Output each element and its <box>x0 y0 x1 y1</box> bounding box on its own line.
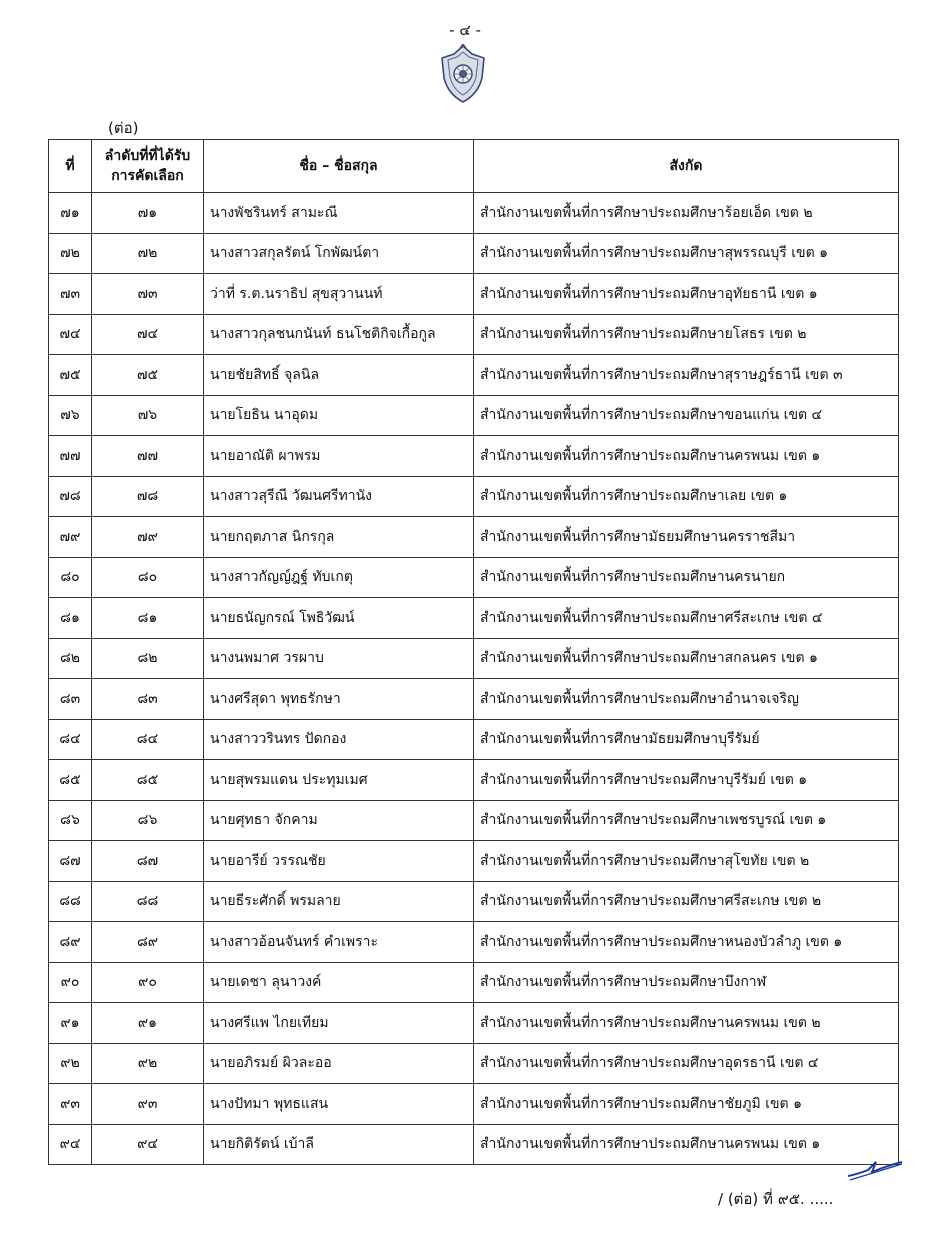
row-org-cell: สำนักงานเขตพื้นที่การศึกษามัธยมศึกษานครราชสีมา <box>474 517 899 558</box>
row-name-cell: นายกิติรัตน์ เบ้าลี <box>204 1124 474 1165</box>
row-rank-cell: ๙๐ <box>92 962 204 1003</box>
row-name-cell: นายธนัญกรณ์ โพธิวัฒน์ <box>204 598 474 639</box>
row-rank-cell: ๗๓ <box>92 274 204 315</box>
table-row <box>49 679 899 720</box>
row-rank-cell: ๗๑ <box>92 193 204 234</box>
header-rank-line1: ลำดับที่ที่ได้รับ <box>104 148 191 164</box>
row-org-cell: สำนักงานเขตพื้นที่การศึกษาประถมศึกษาสุโขทัย เขต ๒ <box>474 841 899 882</box>
row-number-cell: ๙๐ <box>49 962 92 1003</box>
row-rank-cell: ๘๑ <box>92 598 204 639</box>
row-number-cell: ๘๒ <box>49 638 92 679</box>
row-rank-cell: ๘๙ <box>92 922 204 963</box>
row-org-cell: สำนักงานเขตพื้นที่การศึกษาประถมศึกษาร้อยเอ็ด เขต ๒ <box>474 193 899 234</box>
row-number-cell: ๙๑ <box>49 1003 92 1044</box>
table-row <box>49 233 899 274</box>
row-name-cell: นางสาววรินทร ปัดกอง <box>204 719 474 760</box>
row-org-cell: สำนักงานเขตพื้นที่การศึกษาประถมศึกษาชัยภูมิ เขต ๑ <box>474 1084 899 1125</box>
row-name-cell: นางศรีสุดา พุทธรักษา <box>204 679 474 720</box>
row-number-cell: ๗๔ <box>49 314 92 355</box>
row-rank-cell: ๗๖ <box>92 395 204 436</box>
row-rank-cell: ๗๔ <box>92 314 204 355</box>
row-number-cell: ๘๖ <box>49 800 92 841</box>
row-org-cell: สำนักงานเขตพื้นที่การศึกษาประถมศึกษาบึงกาฬ <box>474 962 899 1003</box>
row-rank-cell: ๘๘ <box>92 881 204 922</box>
row-name-cell: นายชัยสิทธิ์ จุลนิล <box>204 355 474 396</box>
table-row <box>49 476 899 517</box>
table-row <box>49 517 899 558</box>
header-rank-line2: การคัดเลือก <box>111 168 184 184</box>
row-name-cell: นางสาวสกุลรัตน์ โกพัฒน์ตา <box>204 233 474 274</box>
row-name-cell: นางสาวอ้อนจันทร์ คำเพราะ <box>204 922 474 963</box>
table-row <box>49 436 899 477</box>
row-rank-cell: ๘๐ <box>92 557 204 598</box>
row-name-cell: นายโยธิน นาอุดม <box>204 395 474 436</box>
selection-results-table <box>48 139 899 1165</box>
table-row <box>49 193 899 234</box>
table-row <box>49 395 899 436</box>
row-number-cell: ๙๓ <box>49 1084 92 1125</box>
row-name-cell: นายศุทธา จักคาม <box>204 800 474 841</box>
row-org-cell: สำนักงานเขตพื้นที่การศึกษาประถมศึกษาศรีสะเกษ เขต ๔ <box>474 598 899 639</box>
row-number-cell: ๙๒ <box>49 1043 92 1084</box>
row-name-cell: นายธีระศักดิ์ พรมลาย <box>204 881 474 922</box>
row-name-cell: นายอารีย์ วรรณชัย <box>204 841 474 882</box>
row-rank-cell: ๘๓ <box>92 679 204 720</box>
row-number-cell: ๗๗ <box>49 436 92 477</box>
row-number-cell: ๗๓ <box>49 274 92 315</box>
row-rank-cell: ๗๒ <box>92 233 204 274</box>
row-number-cell: ๘๕ <box>49 760 92 801</box>
table-row <box>49 1003 899 1044</box>
row-rank-cell: ๘๕ <box>92 760 204 801</box>
header-org: สังกัด <box>474 140 899 193</box>
row-rank-cell: ๘๔ <box>92 719 204 760</box>
row-org-cell: สำนักงานเขตพื้นที่การศึกษาประถมศึกษานครพนม เขต ๑ <box>474 1124 899 1165</box>
table-header-row <box>49 140 899 193</box>
row-rank-cell: ๘๖ <box>92 800 204 841</box>
row-org-cell: สำนักงานเขตพื้นที่การศึกษาประถมศึกษาเลย เขต ๑ <box>474 476 899 517</box>
row-number-cell: ๙๔ <box>49 1124 92 1165</box>
row-rank-cell: ๙๒ <box>92 1043 204 1084</box>
row-number-cell: ๘๐ <box>49 557 92 598</box>
row-number-cell: ๗๘ <box>49 476 92 517</box>
row-number-cell: ๗๒ <box>49 233 92 274</box>
page-number: - ๔ - <box>449 21 481 39</box>
row-org-cell: สำนักงานเขตพื้นที่การศึกษาประถมศึกษาสุพรรณบุรี เขต ๑ <box>474 233 899 274</box>
row-name-cell: นายเดชา ลุนาวงค์ <box>204 962 474 1003</box>
row-org-cell: สำนักงานเขตพื้นที่การศึกษาประถมศึกษานครพนม เขต ๑ <box>474 436 899 477</box>
row-org-cell: สำนักงานเขตพื้นที่การศึกษามัธยมศึกษาบุรีรัมย์ <box>474 719 899 760</box>
row-org-cell: สำนักงานเขตพื้นที่การศึกษาประถมศึกษานครนายก <box>474 557 899 598</box>
row-number-cell: ๘๗ <box>49 841 92 882</box>
table-row <box>49 719 899 760</box>
row-number-cell: ๘๘ <box>49 881 92 922</box>
table-row <box>49 638 899 679</box>
header-no: ที่ <box>49 140 92 193</box>
table-row <box>49 841 899 882</box>
row-name-cell: นางปัทมา พุทธแสน <box>204 1084 474 1125</box>
row-name-cell: ว่าที่ ร.ต.นราธิป สุขสุวานนท์ <box>204 274 474 315</box>
table-row <box>49 598 899 639</box>
ministry-emblem-icon <box>438 44 488 104</box>
continued-label: (ต่อ) <box>108 119 139 137</box>
signature-icon <box>846 1156 904 1184</box>
row-number-cell: ๘๑ <box>49 598 92 639</box>
row-name-cell: นางพัชรินทร์ สามะณี <box>204 193 474 234</box>
row-org-cell: สำนักงานเขตพื้นที่การศึกษาประถมศึกษานครพนม เขต ๒ <box>474 1003 899 1044</box>
row-number-cell: ๗๖ <box>49 395 92 436</box>
row-rank-cell: ๘๗ <box>92 841 204 882</box>
row-org-cell: สำนักงานเขตพื้นที่การศึกษาประถมศึกษายโสธร เขต ๒ <box>474 314 899 355</box>
table-row <box>49 355 899 396</box>
row-name-cell: นางสาวกัญญ์ฎฐ์ ทับเกตุ <box>204 557 474 598</box>
row-name-cell: นางสาวกุลชนกนันท์ ธนโชติกิจเกื้อกูล <box>204 314 474 355</box>
table-row <box>49 274 899 315</box>
row-number-cell: ๘๙ <box>49 922 92 963</box>
row-org-cell: สำนักงานเขตพื้นที่การศึกษาประถมศึกษาสุราษฎร์ธานี เขต ๓ <box>474 355 899 396</box>
table-row <box>49 922 899 963</box>
row-org-cell: สำนักงานเขตพื้นที่การศึกษาประถมศึกษาบุรีรัมย์ เขต ๑ <box>474 760 899 801</box>
row-rank-cell: ๗๙ <box>92 517 204 558</box>
table-row <box>49 1084 899 1125</box>
row-rank-cell: ๙๓ <box>92 1084 204 1125</box>
header-name: ชื่อ – ชื่อสกุล <box>204 140 474 193</box>
row-rank-cell: ๗๕ <box>92 355 204 396</box>
row-number-cell: ๘๓ <box>49 679 92 720</box>
row-name-cell: นายกฤตภาส นิกรกุล <box>204 517 474 558</box>
table-row <box>49 557 899 598</box>
row-rank-cell: ๗๘ <box>92 476 204 517</box>
header-rank <box>92 140 204 193</box>
row-name-cell: นายอาณัติ ผาพรม <box>204 436 474 477</box>
row-org-cell: สำนักงานเขตพื้นที่การศึกษาประถมศึกษาอำนาจเจริญ <box>474 679 899 720</box>
table-row <box>49 800 899 841</box>
row-name-cell: นางสาวสุรีณี วัฒนศรีทานัง <box>204 476 474 517</box>
row-name-cell: นางศรีแพ ไกยเทียม <box>204 1003 474 1044</box>
row-rank-cell: ๙๑ <box>92 1003 204 1044</box>
table-row <box>49 1043 899 1084</box>
row-org-cell: สำนักงานเขตพื้นที่การศึกษาประถมศึกษาอุดรธานี เขต ๔ <box>474 1043 899 1084</box>
row-number-cell: ๗๑ <box>49 193 92 234</box>
row-org-cell: สำนักงานเขตพื้นที่การศึกษาประถมศึกษาเพชรบูรณ์ เขต ๑ <box>474 800 899 841</box>
row-org-cell: สำนักงานเขตพื้นที่การศึกษาประถมศึกษาขอนแก่น เขต ๔ <box>474 395 899 436</box>
row-name-cell: นายสุพรมแดน ประทุมเมศ <box>204 760 474 801</box>
table-row <box>49 881 899 922</box>
row-name-cell: นางนพมาศ วรผาบ <box>204 638 474 679</box>
row-rank-cell: ๘๒ <box>92 638 204 679</box>
row-number-cell: ๗๙ <box>49 517 92 558</box>
row-rank-cell: ๗๗ <box>92 436 204 477</box>
row-rank-cell: ๙๔ <box>92 1124 204 1165</box>
table-row <box>49 760 899 801</box>
footer-continuation-note: / (ต่อ) ที่ ๙๕. ..... <box>718 1190 834 1208</box>
table-row <box>49 314 899 355</box>
row-org-cell: สำนักงานเขตพื้นที่การศึกษาประถมศึกษาศรีสะเกษ เขต ๒ <box>474 881 899 922</box>
row-number-cell: ๘๔ <box>49 719 92 760</box>
row-number-cell: ๗๕ <box>49 355 92 396</box>
table-row <box>49 962 899 1003</box>
row-name-cell: นายอภิรมย์ ผิวละออ <box>204 1043 474 1084</box>
row-org-cell: สำนักงานเขตพื้นที่การศึกษาประถมศึกษาหนองบัวลำภู เขต ๑ <box>474 922 899 963</box>
row-org-cell: สำนักงานเขตพื้นที่การศึกษาประถมศึกษาอุทัยธานี เขต ๑ <box>474 274 899 315</box>
table-row <box>49 1124 899 1165</box>
row-org-cell: สำนักงานเขตพื้นที่การศึกษาประถมศึกษาสกลนคร เขต ๑ <box>474 638 899 679</box>
